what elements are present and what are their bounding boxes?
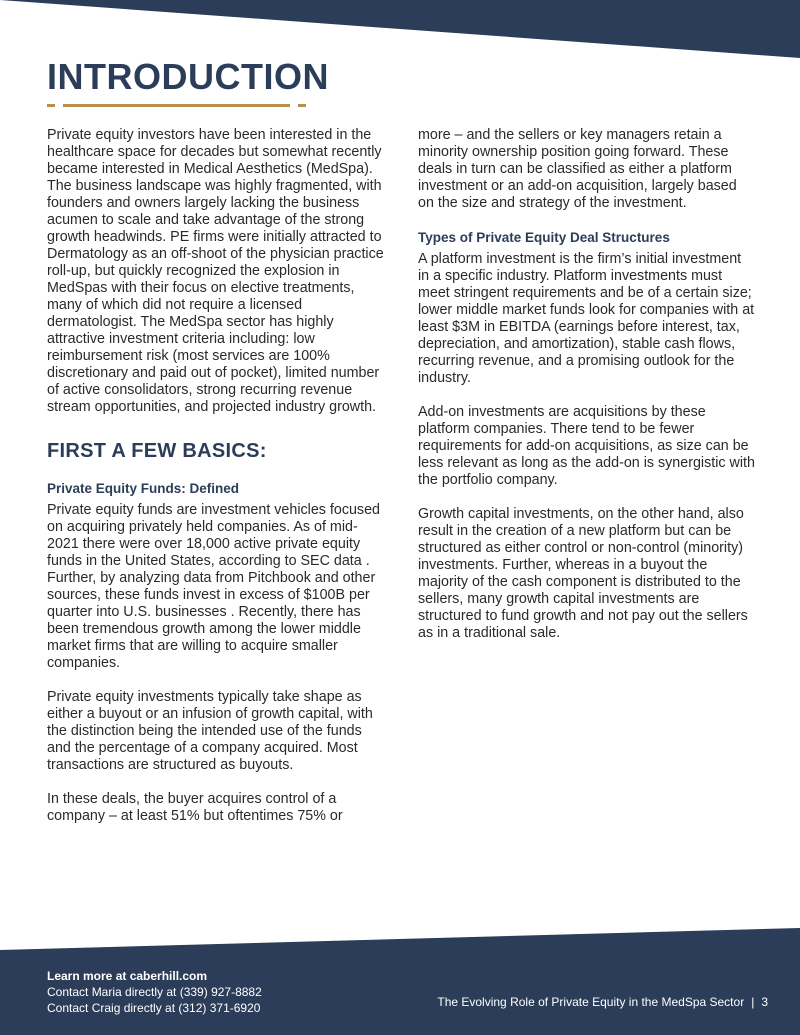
title-rule (63, 104, 290, 107)
intro-paragraph: Private equity investors have been interested in the healthcare space for decades but somewhat recently became interested in Medical Aesthetics (MedSpa). The business landscape was highly fragmented, with founders and owners largely lacking the business acumen to scale and take advantage of the strong growth headwinds. PE firms were initially attracted to Dermatology as an off-shoot of the physician practice roll-up, but quickly recognized the explosion in MedSpas with their focus on elective treatments, many of which did not require a licensed dermatologist. The MedSpa sector has highly attractive investment criteria including: low reimbursement risk (most services are 100% discretionary and paid out of pocket), limited number of active consolidators, strong recurring revenue stream opportunities, and projected industry growth. (47, 127, 384, 415)
title-rule-left-dash (47, 104, 55, 107)
subheading-structures: Types of Private Equity Deal Structures (418, 230, 670, 245)
footer-separator: | (751, 995, 755, 1009)
document-title: The Evolving Role of Private Equity in the MedSpa Sector (437, 995, 745, 1009)
funds-paragraph: Private equity funds are investment vehicles focused on acquiring privately held companies. As of mid-2021 there were over 18,000 active private equity funds in the United States, according to SEC data . Further, by analyzing data from Pitchbook and other sources, these funds invest in excess of $100B per quarter into U.S. businesses . Recently, there has been tremendous growth among the lower middle market firms that are willing to acquire smaller companies. (47, 502, 380, 671)
page-number: 3 (761, 995, 768, 1009)
section-heading: FIRST A FEW BASICS: (47, 440, 267, 462)
contact-craig: Contact Craig directly at (312) 371-6920 (47, 1001, 261, 1015)
growth-paragraph: Growth capital investments, on the other hand, also result in the creation of a new platform but can be structured as either control or non-control (minority) investments. Further, whereas in a buyout the majority of the cash component is distributed to the sellers, many growth capital investments are structured to fund growth and not pay out the sellers as in a traditional sale. (418, 506, 748, 641)
platform-paragraph: A platform investment is the firm’s initial investment in a specific industry. Platform investments must meet stringent requirements and be of a certain size; lower middle market funds look for companies with at least $3M in EBITDA (earnings before interest, tax, depreciation, and amortization), stable cash flows, recurring revenue, and a promising outlook for the industry. (418, 251, 755, 386)
left-column (47, 127, 385, 825)
deals-paragraph-start: In these deals, the buyer acquires control of a company – at least 51% but oftentimes 75% or (47, 791, 343, 824)
investments-paragraph: Private equity investments typically take shape as either a buyout or an infusion of growth capital, with the distinction being the intended use of the funds and the percentage of a company acquired. Most transactions are structured as buyouts. (47, 689, 373, 773)
learn-more-link[interactable]: Learn more at caberhill.com (47, 969, 208, 983)
footer-contact (47, 968, 262, 1016)
deals-paragraph-end: more – and the sellers or key managers retain a minority ownership position going forward. These deals in turn can be classified as either a platform investment or an add-on acquisition, largely based on the size and strategy of the investment. (418, 127, 737, 211)
subheading-funds: Private Equity Funds: Defined (47, 481, 240, 496)
right-column (418, 127, 756, 642)
addon-paragraph: Add-on investments are acquisitions by these platform companies. There tend to be fewer requirements for add-on acquisitions, as size can be less relevant as long as the add-on is synergistic with the portfolio company. (418, 404, 755, 488)
page-title: INTRODUCTION (47, 56, 329, 97)
title-rule-right-dash (298, 104, 306, 107)
contact-maria: Contact Maria directly at (339) 927-8882 (47, 985, 262, 999)
footer-doc-info (437, 994, 768, 1010)
